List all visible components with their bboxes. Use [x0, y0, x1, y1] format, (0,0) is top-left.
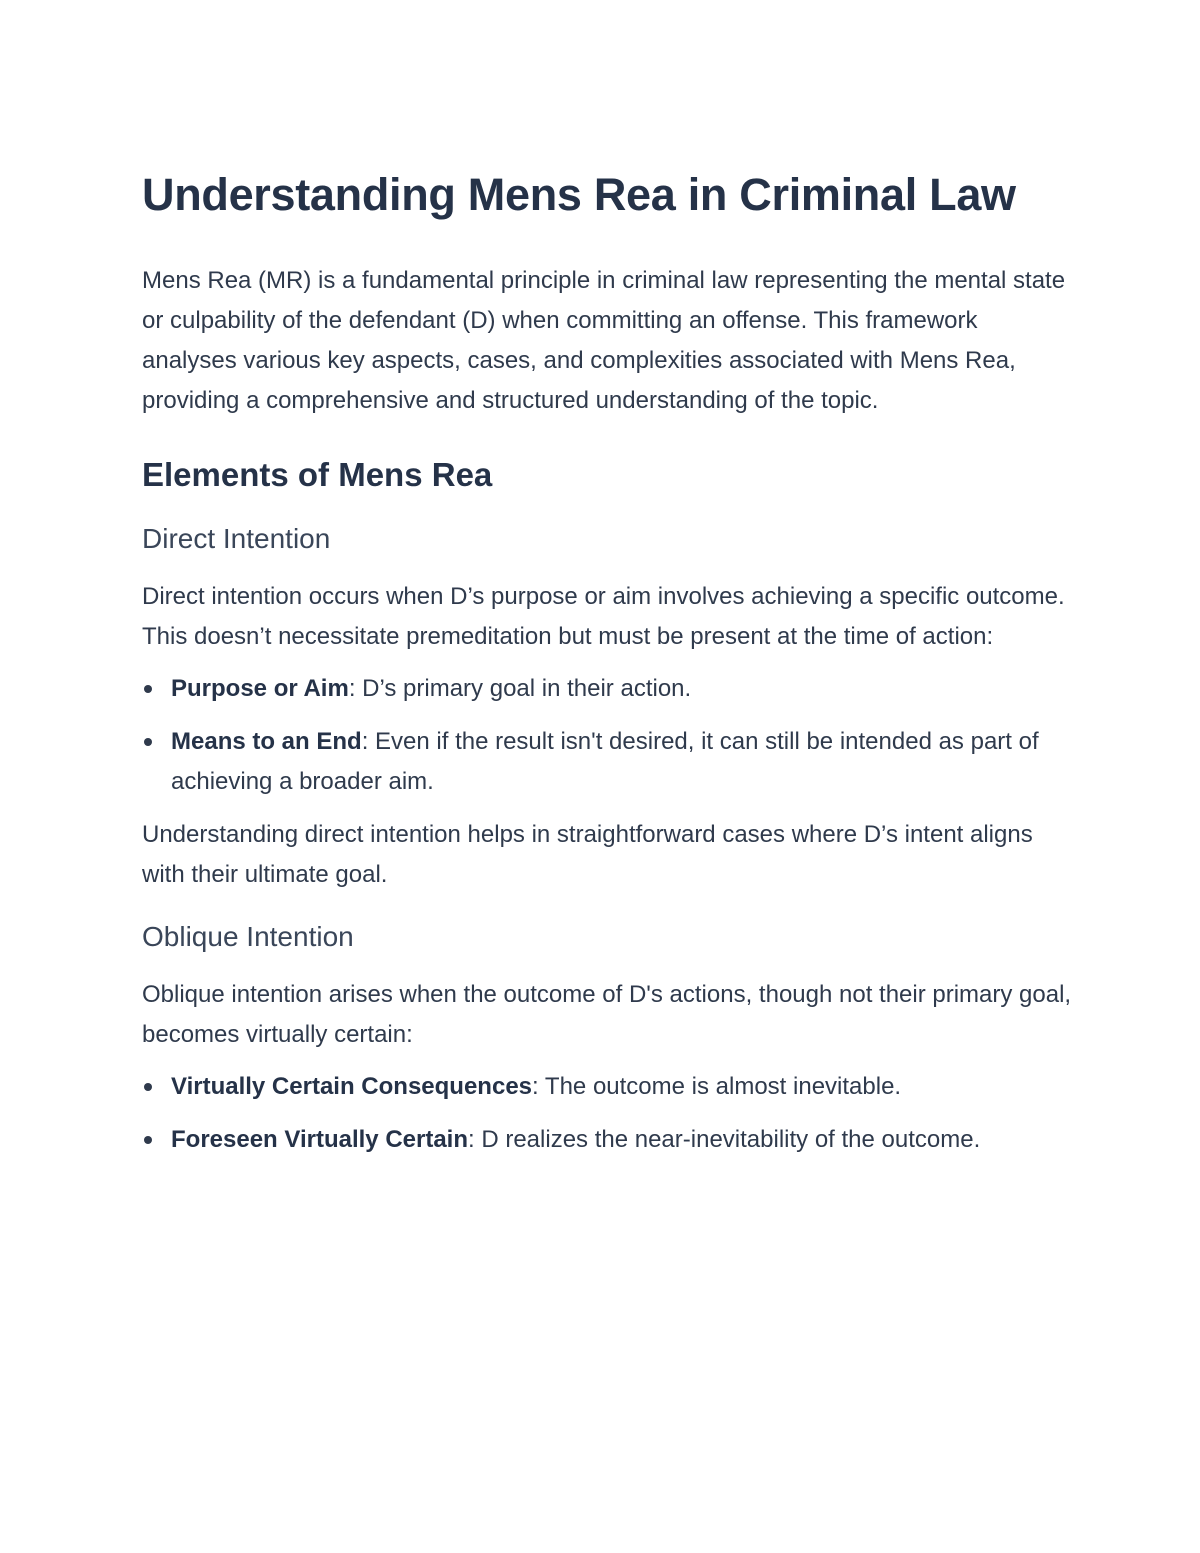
section-heading-elements: Elements of Mens Rea	[142, 456, 493, 493]
list-item-desc: : The outcome is almost inevitable.	[532, 1073, 902, 1100]
direct-intention-list	[142, 669, 1072, 802]
list-item-term: Foreseen Virtually Certain	[171, 1126, 468, 1153]
document-content	[142, 165, 1072, 1173]
intro-paragraph: Mens Rea (MR) is a fundamental principle in criminal law representing the mental state or culpability of the defendant (D) when committing an offense. This framework analyses various key aspects, cases, and complexities associated with Mens Rea, providing a comprehensive and structured understanding of the topic.	[142, 267, 1066, 414]
list-item	[142, 1067, 1072, 1107]
list-item	[142, 669, 1072, 709]
bullet-icon	[144, 738, 152, 746]
subheading-oblique-intention: Oblique Intention	[142, 921, 354, 952]
page-title: Understanding Mens Rea in Criminal Law	[142, 169, 1016, 220]
list-item-term: Virtually Certain Consequences	[171, 1073, 533, 1100]
list-item-term: Means to an End	[171, 728, 362, 755]
direct-intention-summary: Understanding direct intention helps in straightforward cases where D’s intent aligns with their ultimate goal.	[142, 821, 1033, 888]
bullet-icon	[144, 1083, 152, 1091]
oblique-intention-list	[142, 1067, 1072, 1160]
subheading-direct-intention: Direct Intention	[142, 523, 331, 554]
bullet-icon	[144, 1136, 152, 1144]
direct-intention-paragraph: Direct intention occurs when D’s purpose or aim involves achieving a specific outcome. This doesn’t necessitate premeditation but must be present at the time of action:	[142, 583, 1065, 650]
list-item	[142, 722, 1072, 802]
bullet-icon	[144, 685, 152, 693]
list-item-desc: : D realizes the near-inevitability of the outcome.	[468, 1126, 981, 1153]
list-item-term: Purpose or Aim	[171, 675, 349, 702]
list-item-desc: : D’s primary goal in their action.	[348, 675, 692, 702]
oblique-intention-paragraph: Oblique intention arises when the outcome of D's actions, though not their primary goal, becomes virtually certain:	[142, 981, 1072, 1048]
list-item	[142, 1120, 1072, 1160]
list-item-desc: : Even if the result isn't desired, it can still be intended as part of achieving a broader aim.	[171, 728, 1039, 795]
